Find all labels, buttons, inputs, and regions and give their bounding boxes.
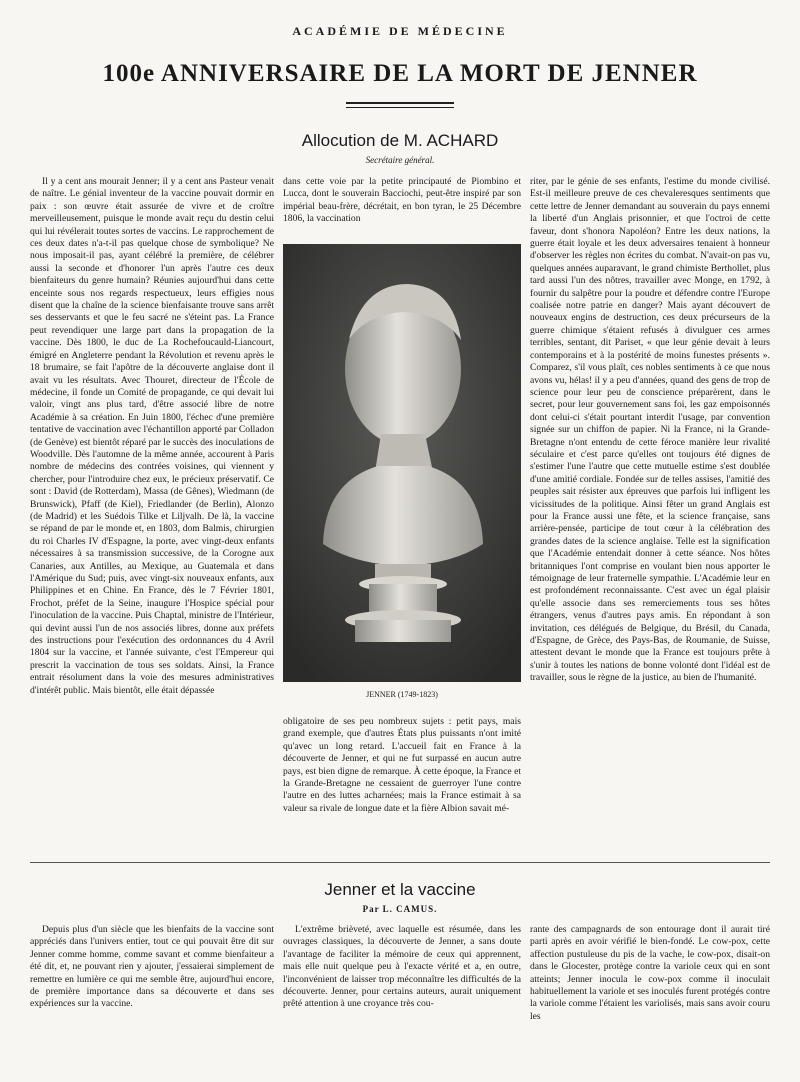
jenner-bust-photo xyxy=(283,244,521,682)
article2-column-1-text: Depuis plus d'un siècle que les bienfaits de la vaccine sont appréciés dans l'univers entier, tout ce qui pouvait être dit sur Jenner comme homme, comme savant et comme bienfaiteur a été dit, et, ne pouvant rien y ajouter, j'essaierai simplement de remettre en lumière ce qui me semble être, aujourd'hui encore, de première importance dans sa découverte et dans ses expériences sur la vaccine. xyxy=(30,924,274,1010)
article2-title: Jenner et la vaccine xyxy=(324,880,476,899)
article1-column-3-text: riter, par le génie de ses enfants, l'estime du monde civilisé. Est-il meilleure preuve de ces chevaleresques sentiments que cette lettre de Jenner demandant au souverain du pays ennemi la liberté d'un Anglais prisonnier, et que l'octroi de cette faveur, dont s'honora Napoléon? Entre les deux nations, la guerre était loyale et les deux adversaires tenaient à honneur d'observer les règles non écrites du combat. N'avait-on pas vu, quelques années auparavant, le grand chimiste Berthollet, plus tard aussi l'un des nôtres, travailler avec Monge, en 1792, à fournir du salpêtre pour la poudre et défendre contre l'Europe coalisée notre patrie en danger? Mais ayant découvert de nouveaux engins de destruction, ces deux précurseurs de la guerre chimique s'étaient refusés à divulguer ces armes terribles, sentant, dit Pariset, « que leur génie devait à leurs contemporains et à la postérité de moins funestes présents ». Comparez, s'il vous plaît, ces nobles sentiments à ce que nous avons vu, hélas! il y a peu d'années, quand des gens de trop de science pour leur peu de conscience préparèrent, dans le secret, pour leur gouvernement sans foi, les gaz empoisonnés dont celui-ci s'était pourtant interdit l'usage, par convention signée sur un chiffon de papier. Ni la France, ni la Grande-Bretagne n'ont entendu de cette féroce manière leur rivalité séculaire et c'est parce qu'elles ont toujours été dignes de s'estimer l'une l'autre que cette mutuelle estime s'est doublée d'une amitié cordiale. Fondée sur de telles assises, l'amitié des peuples sait résister aux épreuves que parfois lui infligent les vicissitudes de la politique. Ainsi fêter un grand Anglais est pour la France aussi une fête, et la science française, sans arrière-pensée, participe de tout cœur à la célébration des grandes dates de la science anglaise. Telle est la signification que l'Académie entendait donner à cette séance. Nos hôtes britanniques l'ont comprise en voulant bien nous apporter le témoignage de leur fraternelle sympathie. L'Académie leur en est profondément reconnaissante. C'est avec un égal plaisir qu'elle associe dans ses remerciements tous ses hôtes étrangers, venus d'autres pays amis. En répondant à son invitation, ces délégués de Belgique, du Brésil, du Canada, d'Espagne, de Grèce, des Pays-Bas, de Roumanie, de Suisse, attestent devant le monde que la France est toujours prête à s'unir à toutes les nations de bonne volonté dont l'idéal est de travailler, sous le règne de la justice, au bien de l'humanité. xyxy=(530,176,770,684)
article2-column-1 xyxy=(30,924,274,1074)
headline-rule-thin xyxy=(346,107,454,108)
article1-column-1 xyxy=(30,176,274,854)
article2-byline: Par L. CAMUS. xyxy=(362,904,438,914)
article1-column-1-text: Il y a cent ans mourait Jenner; il y a cent ans Pasteur venait de naître. Le génial inventeur de la vaccine pouvait dormir en paix : son œuvre était assurée de vivre et de croître merveilleusement, puisque le monde avait reçu du destin celui qui lui révélerait toutes sortes de vaccins. Le rapprochement de ces deux dates n'a-t-il pas quelque chose de symbolique? Ne nous imposait-il pas, ayant célébré la première, de célébrer aussi la seconde et d'honorer l'un après l'autre ces deux bienfaiteurs du genre humain? Réunies aujourd'hui dans cette enceinte sous nos regards respectueux, leurs effigies nous disent que la chaîne de la science bienfaisante trouve sans arrêt ses desservants et que le feu sacré ne s'éteint pas. La France peut revendiquer une large part dans la propagation de la vaccine. Dès 1800, le duc de La Rochefoucauld-Liancourt, émigré en Angleterre pendant la Révolution et revenu après le 18 brumaire, se fait l'apôtre de la découverte anglaise dont il avait vu les résultats. Avec Thouret, directeur de l'École de médecine, il fonde un Comité de propagande, ce qui devait lui valoir, vingt ans plus tard, d'être associé libre de notre Académie à sa création. En Juin 1800, l'échec d'une première tentative de vaccination avec l'échantillon apporté par Colladon (de Genève) est bientôt réparé par le succès des inoculations de Woodville. Dès l'automne de la même année, accourent à Paris nombre de médecins des contrées voisines, qui viennent y chercher, pour l'introduire chez eux, le précieux préservatif. Ce sont : David (de Rotterdam), Massa (de Gênes), Wiedmann (de Brunswick), Pfaff (de Kiel), Friedlander (de Berlin), Alonzo (de Madrid) et les Suédois Tilke et Liljvalh. De là, la vaccine se répand de par le monde et, en 1803, dom Balmis, chirurgien du roi Charles IV d'Espagne, la porte, avec vingt-deux enfants nécessaires à sa transmission successive, de la Corogne aux Canaries, aux Antilles, au Mexique, au Guatemala et dans l'Amérique du Sud; puis, avec vingt-six nouveaux enfants, aux Philippines et en Chine. En France, dès le 7 Février 1801, Frochot, préfet de la Seine, inaugure l'Hospice spécial pour l'inoculation de la vaccine. Puis Chaptal, ministre de l'Intérieur, qui devint aussi l'un de nos associés libres, donne aux préfets des instructions pour l'exécution des ordonnances du 4 Avril 1804 sur la vaccine, et l'année suivante, c'est l'Empereur qui prescrit la vaccination de tous ses soldats. Ainsi, la France entrait résolument dans la voie des mesures administratives d'intérêt public. Mais bientôt, elle était dépassée xyxy=(30,176,274,696)
article2-column-2 xyxy=(283,924,521,1074)
article2-column-3-text: rante des campagnards de son entourage dont il aurait tiré parti après en avoir vérifié le bien-fondé. Le cow-pox, cette affection pustuleuse du pis de la vache, le cow-pox, disait-on dans le Glocester, protège contre la variole ceux qui en sont atteints; Jenner inocula le cow-pox comme il inoculait habituellement la variole et ses inoculés furent protégés contre la variole comme l'étaient les variolisés, mais sans avoir couru les xyxy=(530,924,770,1022)
article1-column-2-top-text: dans cette voie par la petite principauté de Piombino et Lucca, dont le souverain Bacciochi, peut-être inspiré par son impérial beau-frère, décrétait, en bon tyran, le 25 Décembre 1806, la vaccination xyxy=(283,176,521,225)
article1-subtitle: Secrétaire général. xyxy=(365,155,435,165)
article1-column-2-top xyxy=(283,176,521,238)
article1-column-2-bottom-text: obligatoire de ses peu nombreux sujets : petit pays, mais grand exemple, que d'autres États plus puissants n'ont imité qu'avec un long retard. L'accueil fait en France à la découverte de Jenner, et qui ne fut surpassé en aucun autre pays, est bien digne de remarque. À cette époque, la France et la Grande-Bretagne ne cessaient de guerroyer l'une contre l'autre en des luttes acharnées; mais la France estimait à sa valeur sa rivale de longue date et la fière Albion savait mé- xyxy=(283,716,521,814)
article-separator xyxy=(30,862,770,863)
article1-title: Allocution de M. ACHARD xyxy=(301,131,499,150)
article2-column-3 xyxy=(530,924,770,1074)
section-kicker: ACADÉMIE DE MÉDECINE xyxy=(292,24,508,38)
page-headline: 100e ANNIVERSAIRE DE LA MORT DE JENNER xyxy=(102,60,698,87)
bust-illustration xyxy=(283,244,521,682)
article1-column-3 xyxy=(530,176,770,854)
photo-caption: JENNER (1749-1823) xyxy=(366,690,438,699)
headline-rule xyxy=(346,102,454,104)
article2-column-2-text: L'extrême brièveté, avec laquelle est résumée, dans les ouvrages classiques, la découverte de Jenner, a sans doute l'avantage de faciliter la mémoire de ceux qui apprennent, mais elle nuit quelque peu à l'exacte vérité et a, en outre, l'inconvénient de laisser trop méconnaître les difficultés de la découverte. Jenner, pour certains auteurs, aurait uniquement prêté attention à une croyance très cou- xyxy=(283,924,521,1010)
article1-column-2-bottom xyxy=(283,716,521,854)
